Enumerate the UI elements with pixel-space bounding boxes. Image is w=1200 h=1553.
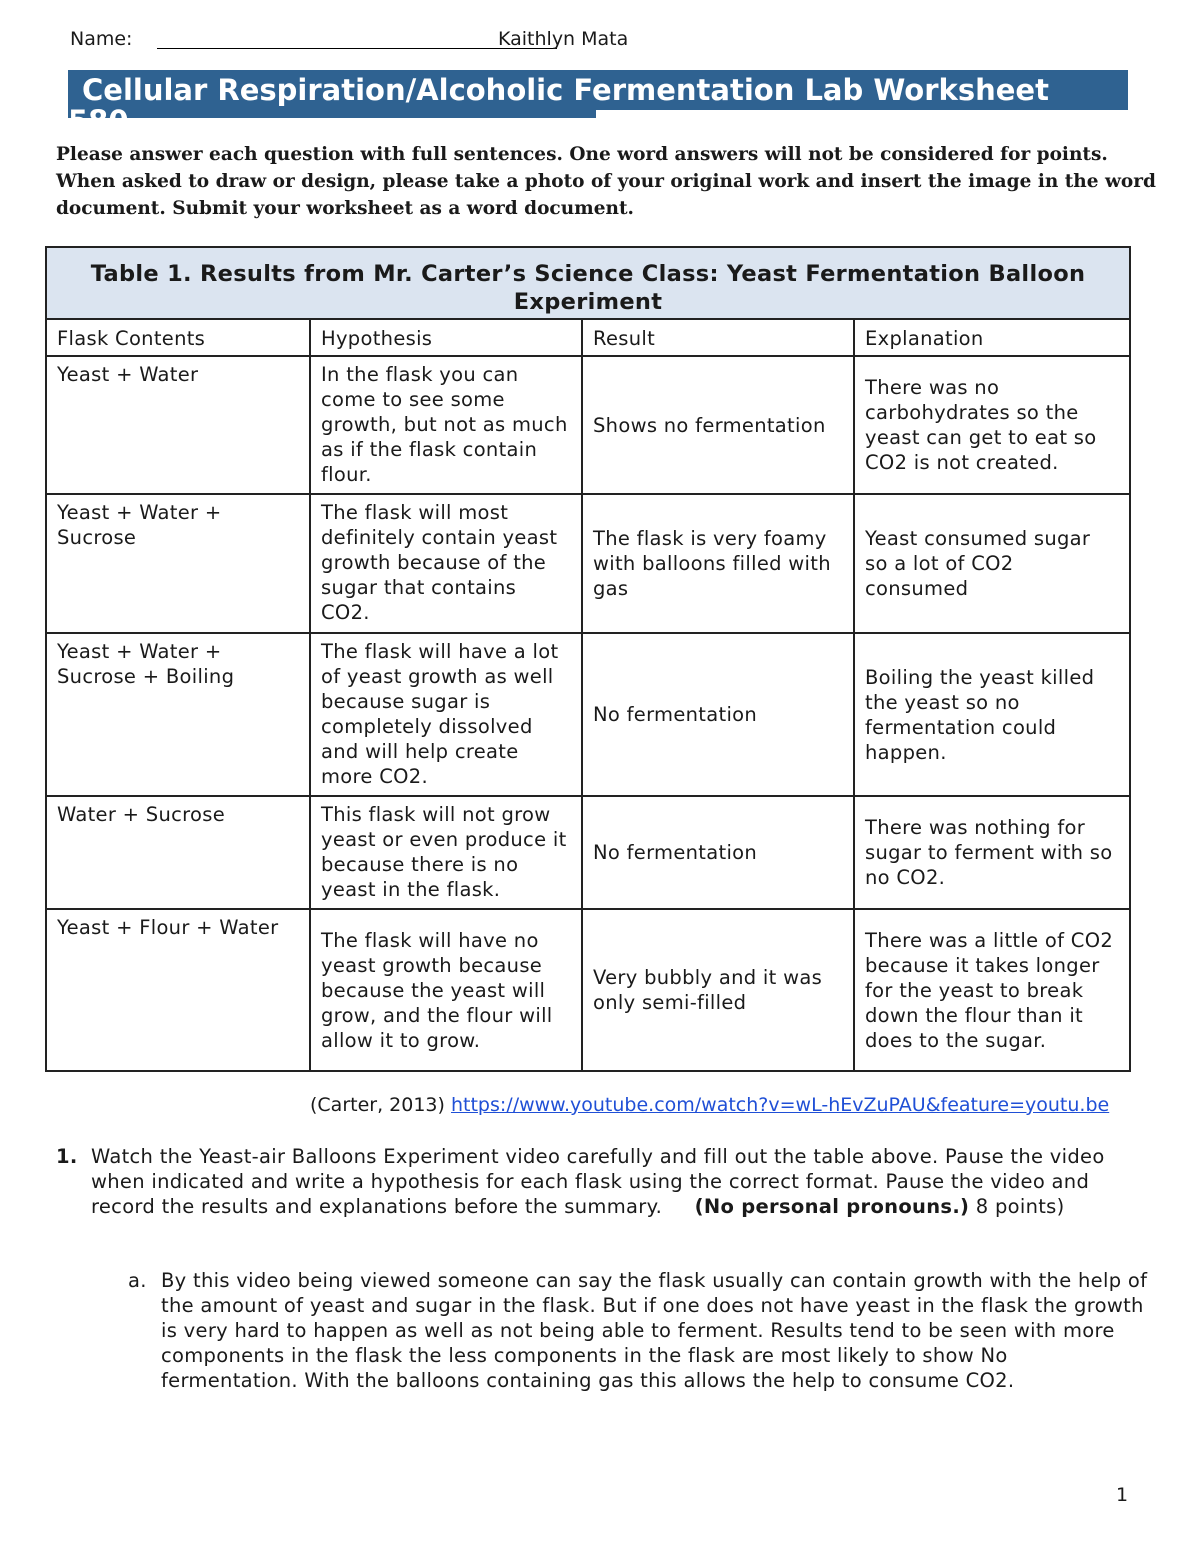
hypothesis-cell: The flask will have no yeast growth because because the yeast will grow, and the flour will allow it to grow.	[310, 909, 582, 1071]
question-emphasis: (No personal pronouns.)	[694, 1195, 970, 1218]
flask-contents-cell: Yeast + Water + Sucrose	[46, 494, 310, 633]
result-cell: No fermentation	[582, 796, 854, 909]
flask-contents-cell: Yeast + Water	[46, 356, 310, 494]
table-row	[46, 494, 1130, 633]
column-header: Result	[582, 319, 854, 356]
instructions: Please answer each question with full sentences. One word answers will not be considered for points. When asked to draw or design, please take a photo of your original work and insert the image in the word document. Submit your worksheet as a word document.	[56, 144, 1156, 219]
result-cell: The flask is very foamy with balloons filled with gas	[582, 494, 854, 633]
explanation-cell: There was no carbohydrates so the yeast can get to eat so CO2 is not created.	[854, 356, 1130, 494]
name-row	[70, 28, 670, 54]
name-value: Kaithlyn Mata	[498, 28, 629, 50]
name-label: Name:	[70, 28, 133, 50]
question-points: 8 points)	[975, 1195, 1065, 1218]
page-title: Cellular Respiration/Alcoholic Fermentation Lab Worksheet	[82, 73, 1049, 107]
page-title-line2: 580	[68, 104, 129, 138]
column-header: Hypothesis	[310, 319, 582, 356]
column-header: Flask Contents	[46, 319, 310, 356]
name-underline	[157, 48, 557, 49]
result-cell: Shows no fermentation	[582, 356, 854, 494]
column-header: Explanation	[854, 319, 1130, 356]
table-row	[46, 796, 1130, 909]
explanation-cell: There was a little of CO2 because it takes longer for the yeast to break down the flour than it does to the sugar.	[854, 909, 1130, 1071]
page-number: 1	[1116, 1484, 1129, 1506]
flask-contents-cell: Water + Sucrose	[46, 796, 310, 909]
hypothesis-cell: The flask will most definitely contain yeast growth because of the sugar that contains CO2.	[310, 494, 582, 633]
video-link[interactable]: https://www.youtube.com/watch?v=wL-hEvZuPAU&feature=youtu.be	[450, 1094, 1110, 1116]
result-cell: No fermentation	[582, 633, 854, 796]
table-row	[46, 909, 1130, 1071]
question-text: Watch the Yeast-air Balloons Experiment video carefully and fill out the table above. Pause the video when indicated and write a hypothesis for each flask using the correct format. Pause the video and record the results and explanations before the summary.	[91, 1145, 1105, 1218]
question-number: 1.	[56, 1145, 78, 1168]
hypothesis-cell: In the flask you can come to see some growth, but not as much as if the flask contain flour.	[310, 356, 582, 494]
citation	[310, 1094, 1170, 1116]
table-row	[46, 633, 1130, 796]
results-table	[45, 246, 1131, 1072]
table-row	[46, 356, 1130, 494]
explanation-cell: Yeast consumed sugar so a lot of CO2 consumed	[854, 494, 1130, 633]
answer-label: a.	[128, 1269, 147, 1292]
citation-text: (Carter, 2013)	[310, 1094, 445, 1116]
result-cell: Very bubbly and it was only semi-filled	[582, 909, 854, 1071]
flask-contents-cell: Yeast + Water + Sucrose + Boiling	[46, 633, 310, 796]
explanation-cell: Boiling the yeast killed the yeast so no fermentation could happen.	[854, 633, 1130, 796]
answer-a	[128, 1268, 1148, 1393]
explanation-cell: There was nothing for sugar to ferment with so no CO2.	[854, 796, 1130, 909]
hypothesis-cell: This flask will not grow yeast or even produce it because there is no yeast in the flask.	[310, 796, 582, 909]
answer-text: By this video being viewed someone can say the flask usually can contain growth with the help of the amount of yeast and sugar in the flask. But if one does not have yeast in the flask the growth is very hard to happen as well as not being able to ferment. Results tend to be seen with more components in the flask the less components in the flask are most likely to show No fermentation. With the balloons containing gas this allows the help to consume CO2.	[161, 1269, 1148, 1392]
table-header-row	[46, 319, 1130, 356]
title-overflow	[68, 104, 596, 138]
hypothesis-cell: The flask will have a lot of yeast growth as well because sugar is completely dissolved and will help create more CO2.	[310, 633, 582, 796]
question-1	[56, 1144, 1146, 1219]
flask-contents-cell: Yeast + Flour + Water	[46, 909, 310, 1071]
table-caption: Table 1. Results from Mr. Carter’s Science Class: Yeast Fermentation Balloon Experiment	[46, 247, 1130, 319]
